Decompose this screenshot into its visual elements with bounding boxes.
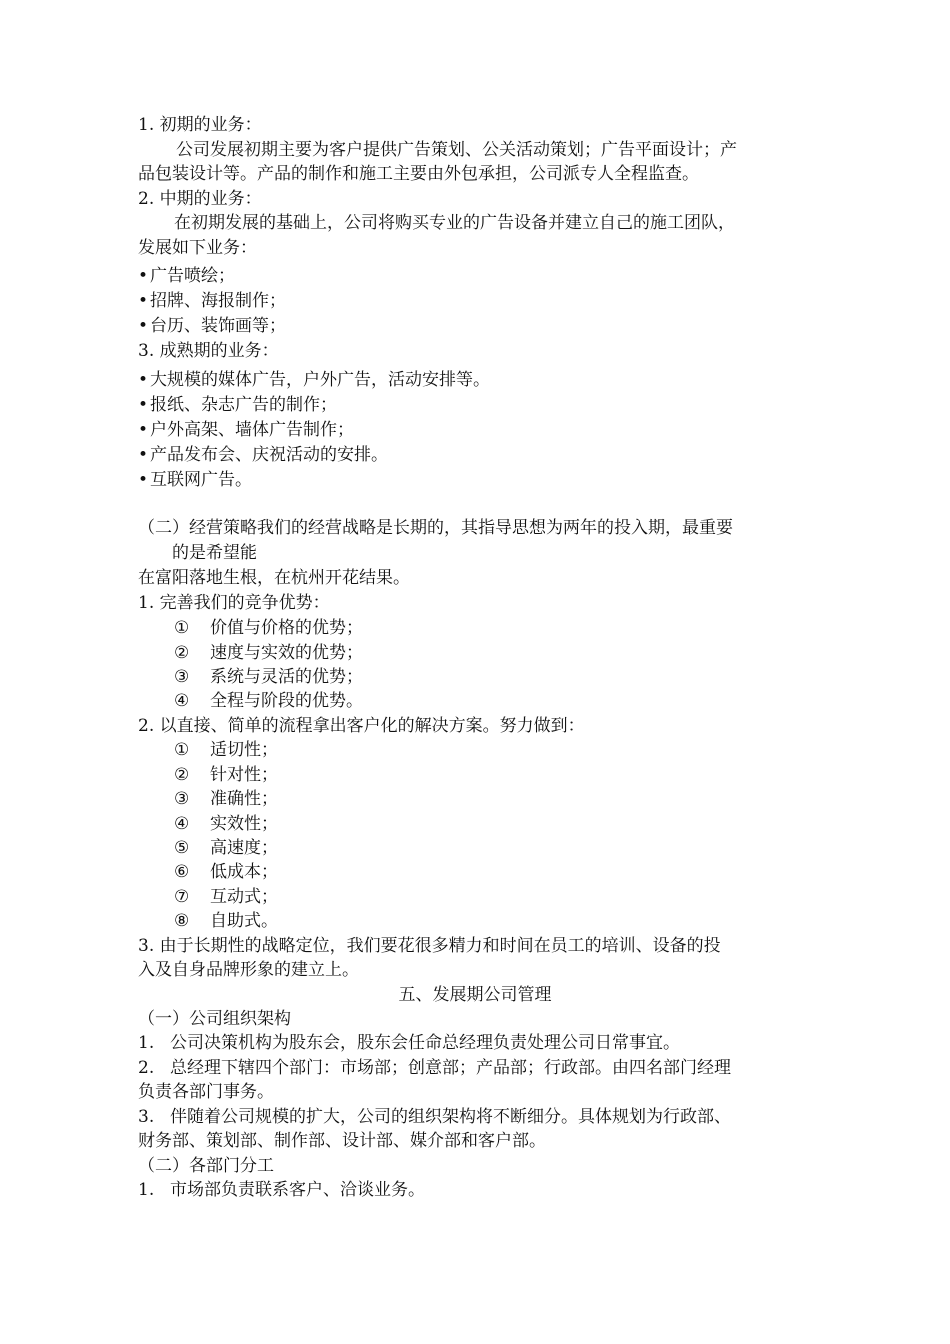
list-item: ⑥ 低成本； xyxy=(174,862,278,882)
list-item: ④ 全程与阶段的优势。 xyxy=(174,691,363,711)
strategy-point-3-line-2: 入及自身品牌形象的建立上。 xyxy=(138,960,359,980)
list-item: ② 速度与实效的优势； xyxy=(174,643,363,663)
list-item: • 台历、装饰画等； xyxy=(138,316,286,336)
list-item: • 互联网广告。 xyxy=(138,470,252,490)
list-item: ① 价值与价格的优势； xyxy=(174,618,363,638)
middle-heading: 2. 中期的业务： xyxy=(138,189,262,209)
list-item: ② 针对性； xyxy=(174,765,278,785)
bullet-icon: • xyxy=(138,291,149,311)
strategy-point-2-heading: 2. 以直接、简单的流程拿出客户化的解决方案。努力做到： xyxy=(138,716,585,736)
list-item: ⑦ 互动式； xyxy=(174,887,278,907)
middle-paragraph-line-2: 发展如下业务： xyxy=(138,238,257,258)
strategy-point-3-line-1: 3. 由于长期性的战略定位，我们要花很多精力和时间在员工的培训、设备的投 xyxy=(138,936,721,956)
list-item: ③ 准确性； xyxy=(174,789,278,809)
early-paragraph-line-1: 公司发展初期主要为客户提供广告策划、公关活动策划；广告平面设计；产 xyxy=(176,140,737,160)
list-item: ④ 实效性； xyxy=(174,814,278,834)
list-item: ⑤ 高速度； xyxy=(174,838,278,858)
strategy-heading-line-1: （二）经营策略我们的经营战略是长期的，其指导思想为两年的投入期，最重要 xyxy=(138,518,733,538)
bullet-icon: • xyxy=(138,316,149,336)
early-paragraph-line-2: 品包装设计等。产品的制作和施工主要由外包承担，公司派专人全程监查。 xyxy=(138,164,699,184)
strategy-heading-line-3: 在富阳落地生根，在杭州开花结果。 xyxy=(138,568,410,588)
list-item: 2. 总经理下辖四个部门：市场部；创意部；产品部；行政部。由四名部门经理 xyxy=(138,1058,731,1078)
list-item: • 广告喷绘； xyxy=(138,266,235,286)
strategy-point-1-heading: 1. 完善我们的竞争优势： xyxy=(138,593,330,613)
dept-heading: （二）各部门分工 xyxy=(138,1156,274,1176)
list-item: 1. 市场部负责联系客户、洽谈业务。 xyxy=(138,1180,425,1200)
list-item-continuation: 负责各部门事务。 xyxy=(138,1082,274,1102)
list-item: • 报纸、杂志广告的制作； xyxy=(138,395,337,415)
org-heading: （一）公司组织架构 xyxy=(138,1009,291,1029)
bullet-icon: • xyxy=(138,420,149,440)
list-item: • 产品发布会、庆祝活动的安排。 xyxy=(138,445,388,465)
section-title: 五、发展期公司管理 xyxy=(398,985,552,1005)
list-item: ⑧ 自助式。 xyxy=(174,911,278,931)
list-item: ③ 系统与灵活的优势； xyxy=(174,667,363,687)
list-item: 1. 公司决策机构为股东会，股东会任命总经理负责处理公司日常事宜。 xyxy=(138,1033,680,1053)
strategy-heading-line-2: 的是希望能 xyxy=(172,543,257,563)
bullet-icon: • xyxy=(138,395,149,415)
list-item: 3. 伴随着公司规模的扩大，公司的组织架构将不断细分。具体规划为行政部、 xyxy=(138,1107,731,1127)
mature-heading: 3. 成熟期的业务： xyxy=(138,341,279,361)
list-item-continuation: 财务部、策划部、制作部、设计部、媒介部和客户部。 xyxy=(138,1131,546,1151)
list-item: ① 适切性； xyxy=(174,740,278,760)
early-heading: 1. 初期的业务： xyxy=(138,115,262,135)
bullet-icon: • xyxy=(138,445,149,465)
bullet-icon: • xyxy=(138,470,149,490)
middle-paragraph-line-1: 在初期发展的基础上，公司将购买专业的广告设备并建立自己的施工团队， xyxy=(174,213,735,233)
bullet-icon: • xyxy=(138,370,149,390)
bullet-icon: • xyxy=(138,266,149,286)
list-item: • 户外高架、墙体广告制作； xyxy=(138,420,354,440)
list-item: • 大规模的媒体广告，户外广告，活动安排等。 xyxy=(138,370,490,390)
list-item: • 招牌、海报制作； xyxy=(138,291,286,311)
